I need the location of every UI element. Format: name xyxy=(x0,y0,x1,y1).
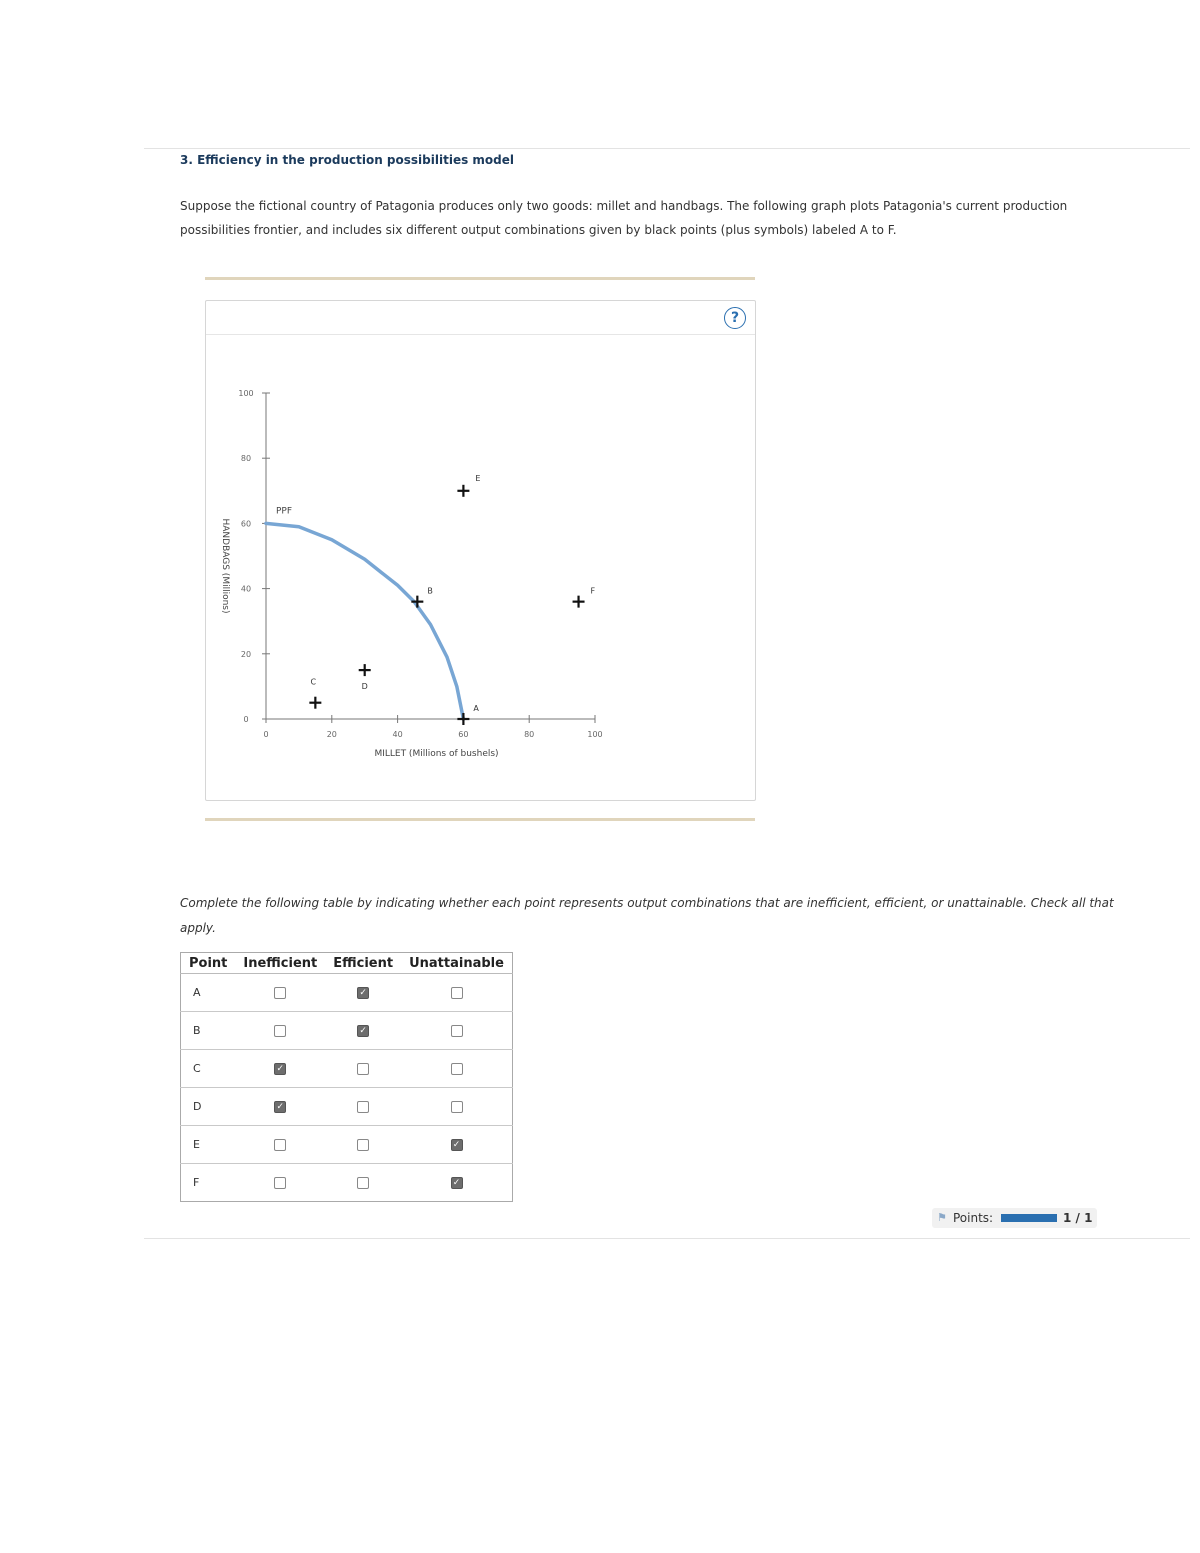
unattainable-checkbox[interactable]: ✓ xyxy=(451,1177,463,1189)
cell-efficient xyxy=(325,1050,401,1088)
inefficient-checkbox[interactable] xyxy=(274,987,286,999)
col-header-efficient: Efficient xyxy=(325,953,401,974)
top-divider xyxy=(144,148,1190,149)
point-d-label: D xyxy=(361,682,368,692)
x-tick-label: 80 xyxy=(524,730,535,739)
ppf-chart xyxy=(206,301,755,800)
inefficient-checkbox[interactable] xyxy=(274,1025,286,1037)
row-point-label: A xyxy=(181,974,236,1012)
row-point-label: B xyxy=(181,1012,236,1050)
cell-efficient xyxy=(325,974,401,1012)
cell-efficient xyxy=(325,1088,401,1126)
help-icon[interactable]: ? xyxy=(724,307,746,329)
x-axis-label: MILLET (Millions of bushels) xyxy=(374,749,499,759)
cell-unattainable xyxy=(401,1126,512,1164)
efficient-checkbox[interactable]: ✓ xyxy=(357,987,369,999)
y-tick-label: 80 xyxy=(240,454,252,464)
col-header-point: Point xyxy=(181,953,236,974)
points-progress-bar xyxy=(1001,1214,1057,1222)
table-row xyxy=(181,974,513,1012)
table-row xyxy=(181,1050,513,1088)
row-point-label: F xyxy=(181,1164,236,1202)
point-f-label: F xyxy=(590,586,596,596)
cell-efficient xyxy=(325,1164,401,1202)
bottom-divider xyxy=(144,1238,1190,1239)
cell-unattainable xyxy=(401,974,512,1012)
point-a-label: A xyxy=(473,704,479,713)
row-point-label: E xyxy=(181,1126,236,1164)
graph-bottom-rule xyxy=(205,818,755,821)
unattainable-checkbox[interactable] xyxy=(451,1025,463,1037)
cell-inefficient xyxy=(235,1126,325,1164)
efficient-checkbox[interactable]: ✓ xyxy=(357,1025,369,1037)
unattainable-checkbox[interactable]: ✓ xyxy=(451,1139,463,1151)
inefficient-checkbox[interactable]: ✓ xyxy=(274,1101,286,1113)
table-row xyxy=(181,1088,513,1126)
table-row xyxy=(181,1012,513,1050)
y-axis-label: HANDBAGS (Millions) xyxy=(220,518,230,614)
y-tick-label: 60 xyxy=(240,519,252,529)
unattainable-checkbox[interactable] xyxy=(451,1101,463,1113)
point-e-label: E xyxy=(475,473,481,483)
cell-inefficient xyxy=(235,1164,325,1202)
row-point-label: C xyxy=(181,1050,236,1088)
efficient-checkbox[interactable] xyxy=(357,1101,369,1113)
points-label: Points: xyxy=(953,1211,994,1225)
points-badge xyxy=(932,1208,1097,1228)
point-c-label: C xyxy=(310,677,317,687)
inefficient-checkbox[interactable]: ✓ xyxy=(274,1063,286,1075)
efficient-checkbox[interactable] xyxy=(357,1063,369,1075)
y-tick-label: 20 xyxy=(240,649,252,659)
cell-unattainable xyxy=(401,1164,512,1202)
x-tick-label: 0 xyxy=(263,730,269,739)
efficient-checkbox[interactable] xyxy=(357,1139,369,1151)
ppf-label: PPF xyxy=(276,506,293,517)
cell-unattainable xyxy=(401,1050,512,1088)
inefficient-checkbox[interactable] xyxy=(274,1139,286,1151)
row-point-label: D xyxy=(181,1088,236,1126)
inefficient-checkbox[interactable] xyxy=(274,1177,286,1189)
point-b-label: B xyxy=(427,586,433,596)
efficient-checkbox[interactable] xyxy=(357,1177,369,1189)
col-header-unattainable: Unattainable xyxy=(401,953,512,974)
question-title: 3. Efficiency in the production possibilities model xyxy=(180,153,514,167)
graph-panel xyxy=(205,300,756,801)
cell-inefficient xyxy=(235,974,325,1012)
cell-unattainable xyxy=(401,1088,512,1126)
classification-table xyxy=(180,952,513,1202)
cell-inefficient xyxy=(235,1012,325,1050)
cell-efficient xyxy=(325,1012,401,1050)
flag-icon: ⚑ xyxy=(937,1211,947,1224)
table-row xyxy=(181,1164,513,1202)
question-intro: Suppose the fictional country of Patagonia produces only two goods: millet and handbags. The following graph plots Patagonia's current production possibilities frontier, and includes six different output combinations given by black points (plus symbols) labeled A to F. xyxy=(180,199,1068,237)
y-tick-label: 100 xyxy=(238,389,254,398)
x-tick-label: 100 xyxy=(587,730,603,739)
unattainable-checkbox[interactable] xyxy=(451,987,463,999)
y-tick-label: 0 xyxy=(243,715,249,724)
cell-inefficient xyxy=(235,1088,325,1126)
table-row xyxy=(181,1126,513,1164)
x-tick-label: 60 xyxy=(458,730,469,739)
points-value: 1 / 1 xyxy=(1063,1211,1093,1225)
table-instructions: Complete the following table by indicating whether each point represents output combinations that are inefficient, efficient, or unattainable. Check all that apply. xyxy=(180,896,1114,935)
cell-efficient xyxy=(325,1126,401,1164)
y-tick-label: 40 xyxy=(240,584,252,594)
table-header-row xyxy=(181,953,513,974)
x-tick-label: 40 xyxy=(392,730,403,739)
graph-top-rule xyxy=(205,277,755,280)
x-tick-label: 20 xyxy=(326,730,337,739)
cell-unattainable xyxy=(401,1012,512,1050)
col-header-inefficient: Inefficient xyxy=(235,953,325,974)
cell-inefficient xyxy=(235,1050,325,1088)
unattainable-checkbox[interactable] xyxy=(451,1063,463,1075)
